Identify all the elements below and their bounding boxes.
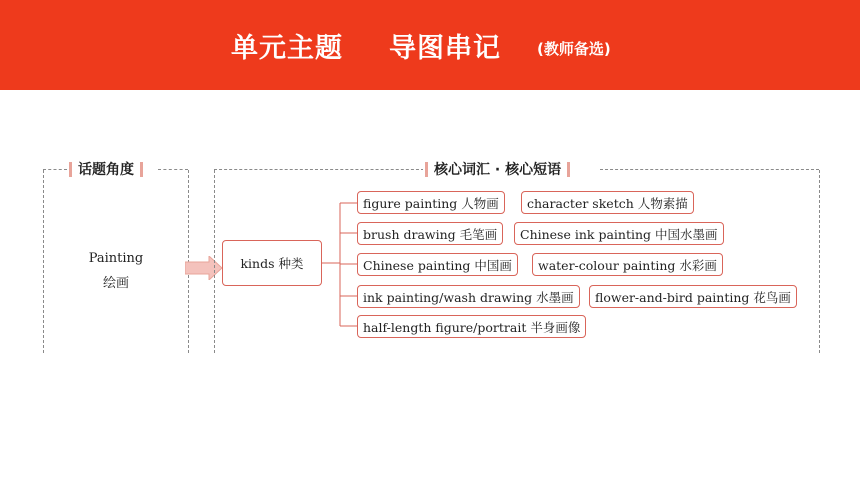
unit-theme-title: 单元主题 [231,33,343,64]
vocab-item: Chinese painting 中国画 [357,253,518,276]
vocab-item: brush drawing 毛笔画 [357,222,503,245]
vocab-item: flower-and-bird painting 花鸟画 [589,285,797,308]
vocab-item: half-length figure/portrait 半身画像 [357,315,586,338]
vocab-item: character sketch 人物素描 [521,191,694,214]
vocab-item: figure painting 人物画 [357,191,505,214]
vocabulary-header-label: 核心词汇 · 核心短语 [434,162,562,178]
vocab-item: water-colour painting 水彩画 [532,253,723,276]
mind-map-title: 导图串记 [389,33,501,64]
kinds-node: kinds 种类 [222,240,322,286]
topic-chinese: 绘画 [102,276,129,291]
topic-header-label: 话题角度 [78,162,134,178]
topic-english: Painting [88,251,144,266]
teacher-note: (教师备选) [537,40,611,58]
vocab-item: ink painting/wash drawing 水墨画 [357,285,580,308]
vocab-item: Chinese ink painting 中国水墨画 [514,222,724,245]
